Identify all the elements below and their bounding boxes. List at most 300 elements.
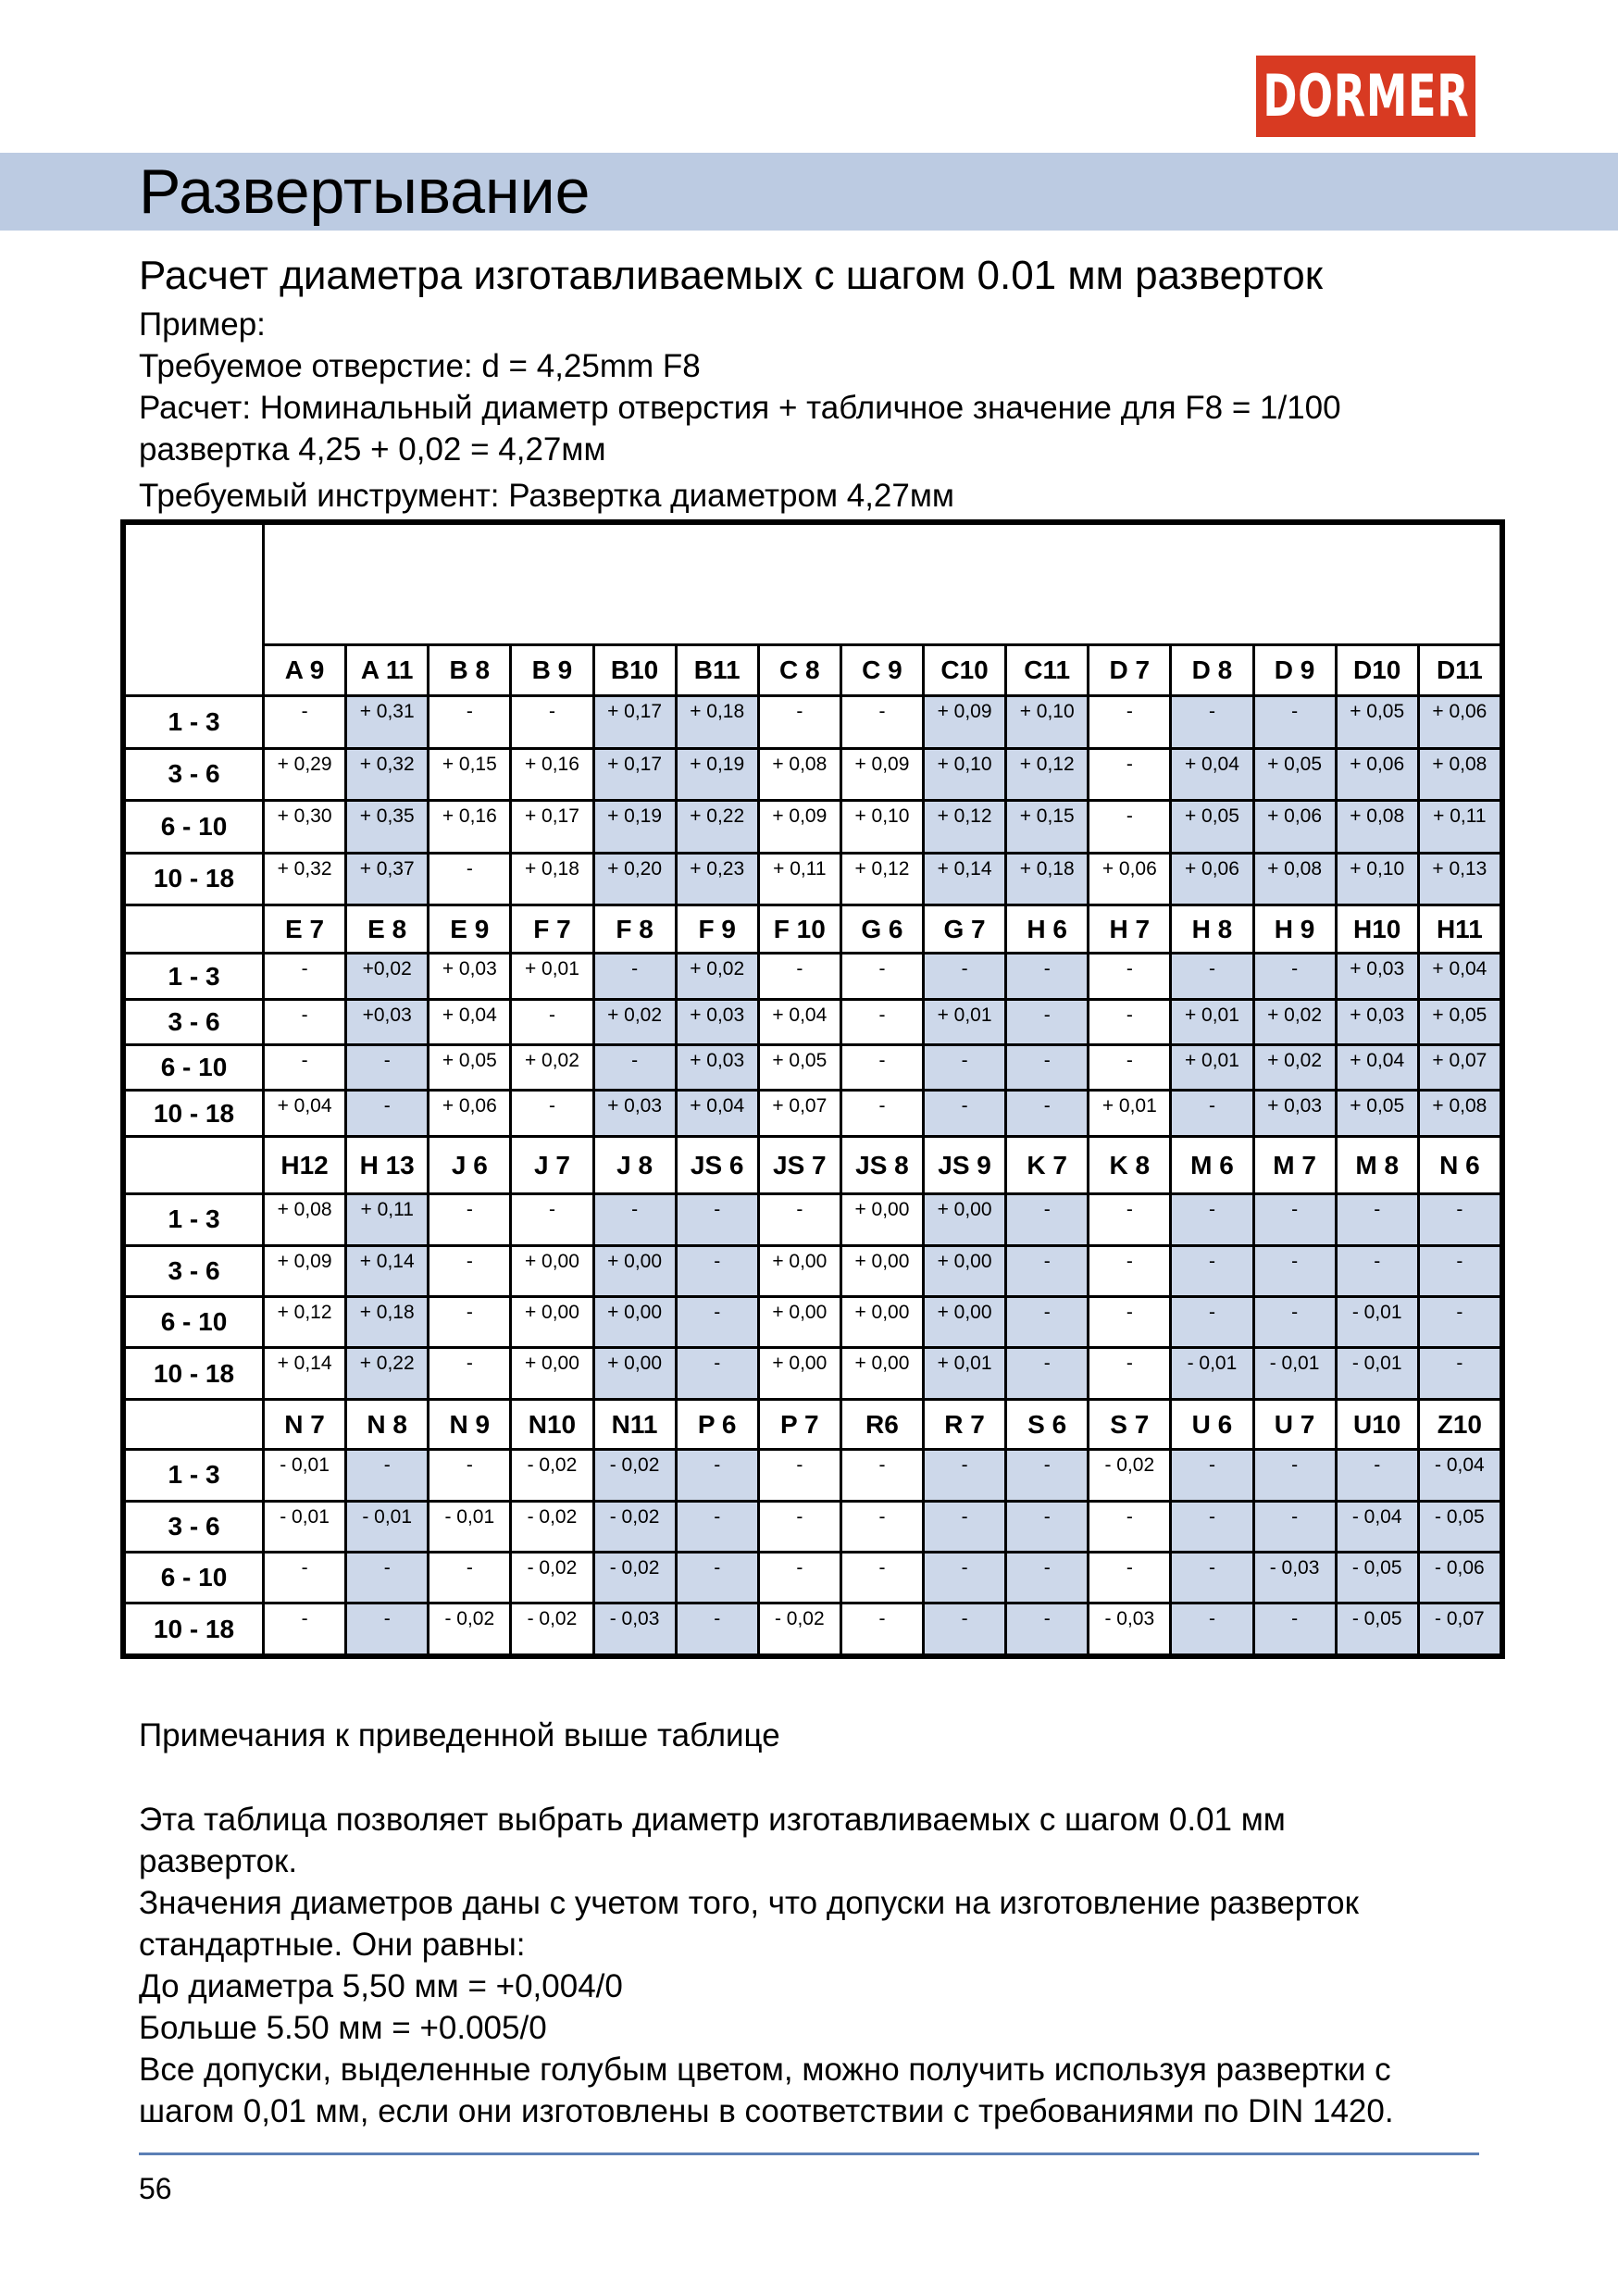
tolerance-value-cell: -: [511, 696, 593, 748]
tolerance-class-header: C10: [924, 644, 1006, 695]
tolerance-value-cell: + 0,32: [264, 853, 346, 905]
tolerance-value-cell: + 0,05: [1336, 696, 1418, 748]
tolerance-value-cell: + 0,13: [1418, 853, 1500, 905]
tolerance-class-header: P 7: [758, 1399, 840, 1449]
tolerance-value-cell: + 0,20: [593, 853, 676, 905]
tolerance-value-cell: + 0,01: [924, 1348, 1006, 1399]
dormer-logo: [1256, 56, 1475, 137]
tolerance-class-header: F 7: [511, 905, 593, 953]
tolerance-value-cell: + 0,12: [924, 801, 1006, 853]
tolerance-value-cell: -: [840, 1603, 923, 1655]
tolerance-value-cell: + 0,08: [758, 748, 840, 800]
tolerance-value-cell: -: [1253, 1450, 1336, 1501]
tolerance-class-header: D10: [1336, 644, 1418, 695]
tolerance-value-cell: + 0,05: [429, 1045, 511, 1091]
tolerance-value-cell: + 0,00: [758, 1348, 840, 1399]
tolerance-value-cell: + 0,00: [840, 1348, 923, 1399]
diameter-range-label: 10 - 18: [125, 1603, 264, 1655]
tolerance-class-header: D 7: [1089, 644, 1171, 695]
tolerance-class-header: C11: [1006, 644, 1089, 695]
tolerance-value-cell: + 0,10: [840, 801, 923, 853]
tolerance-class-header: P 6: [676, 1399, 758, 1449]
tolerance-class-header: N 7: [264, 1399, 346, 1449]
tolerance-value-cell: -: [1171, 1603, 1253, 1655]
tolerance-value-cell: -: [676, 1194, 758, 1245]
table-row: [125, 853, 1501, 905]
tolerance-value-cell: - 0,01: [1336, 1297, 1418, 1348]
tolerance-value-cell: -: [429, 696, 511, 748]
tolerance-class-header: C 8: [758, 644, 840, 695]
tolerance-class-header: C 9: [840, 644, 923, 695]
tolerance-class-header: R 7: [924, 1399, 1006, 1449]
tolerance-class-header: H 13: [346, 1136, 429, 1193]
notes-heading: Примечания к приведенной выше таблице: [139, 1717, 780, 1753]
notes-line: Больше 5.50 мм = +0.005/0: [139, 2010, 547, 2046]
notes-line: стандартные. Они равны:: [139, 1927, 526, 1963]
tolerance-class-header: G 7: [924, 905, 1006, 953]
tolerance-value-cell: + 0,00: [840, 1194, 923, 1245]
tolerance-value-cell: + 0,04: [1171, 748, 1253, 800]
tolerance-value-cell: -: [1089, 801, 1171, 853]
diameter-range-label: 10 - 18: [125, 1091, 264, 1136]
tolerance-value-cell: + 0,07: [758, 1091, 840, 1136]
tolerance-value-cell: + 0,08: [1418, 748, 1500, 800]
tolerance-value-cell: -: [264, 696, 346, 748]
tolerance-class-header: K 8: [1089, 1136, 1171, 1193]
tolerance-value-cell: -: [1089, 1297, 1171, 1348]
tolerance-value-cell: -: [1171, 696, 1253, 748]
tolerance-value-cell: + 0,10: [1336, 853, 1418, 905]
title-bar: [0, 153, 1618, 231]
tolerance-value-cell: + 0,00: [924, 1245, 1006, 1296]
table-row: [125, 1603, 1501, 1655]
tolerance-class-header: B 9: [511, 644, 593, 695]
tolerance-value-cell: - 0,04: [1336, 1501, 1418, 1552]
tolerance-value-cell: -: [511, 999, 593, 1044]
tolerance-value-cell: + 0,03: [429, 954, 511, 999]
tolerance-value-cell: + 0,08: [1418, 1091, 1500, 1136]
tolerance-class-header: H 8: [1171, 905, 1253, 953]
tolerance-value-cell: -: [1089, 1501, 1171, 1552]
table-row: [125, 1450, 1501, 1501]
tolerance-value-cell: - 0,02: [758, 1603, 840, 1655]
tolerance-class-header: U 6: [1171, 1399, 1253, 1449]
tolerance-class-header: B11: [676, 644, 758, 695]
tolerance-value-cell: -: [1006, 1045, 1089, 1091]
notes-line: Все допуски, выделенные голубым цветом, можно получить используя развертки с: [139, 2052, 1391, 2088]
table-blank-cell: [125, 905, 264, 953]
tolerance-value-cell: + 0,17: [511, 801, 593, 853]
tolerance-value-cell: -: [511, 1194, 593, 1245]
tolerance-value-cell: + 0,14: [264, 1348, 346, 1399]
tolerance-value-cell: + 0,18: [676, 696, 758, 748]
tolerance-value-cell: -: [840, 954, 923, 999]
tolerance-value-cell: -: [593, 1045, 676, 1091]
tolerance-value-cell: + 0,17: [593, 748, 676, 800]
tolerance-table: [120, 519, 1505, 1659]
tolerance-value-cell: + 0,11: [346, 1194, 429, 1245]
table-blank-cell: [125, 1136, 264, 1193]
tolerance-value-cell: - 0,03: [1253, 1553, 1336, 1603]
tolerance-value-cell: + 0,37: [346, 853, 429, 905]
tolerance-value-cell: - 0,03: [593, 1603, 676, 1655]
tolerance-value-cell: + 0,02: [676, 954, 758, 999]
tolerance-value-cell: + 0,00: [593, 1245, 676, 1296]
tolerance-value-cell: -: [1171, 954, 1253, 999]
tolerance-value-cell: + 0,23: [676, 853, 758, 905]
tolerance-value-cell: + 0,08: [1336, 801, 1418, 853]
tolerance-value-cell: -: [1089, 696, 1171, 748]
tolerance-value-cell: -: [758, 1450, 840, 1501]
tolerance-value-cell: + 0,18: [1006, 853, 1089, 905]
table-header-row: [125, 1136, 1501, 1193]
diameter-range-label: 6 - 10: [125, 1297, 264, 1348]
tolerance-value-cell: -: [1253, 954, 1336, 999]
tolerance-value-cell: + 0,05: [1336, 1091, 1418, 1136]
tolerance-value-cell: - 0,02: [593, 1450, 676, 1501]
tolerance-value-cell: -: [264, 1603, 346, 1655]
tolerance-class-header: M 6: [1171, 1136, 1253, 1193]
tolerance-value-cell: - 0,02: [511, 1501, 593, 1552]
tolerance-value-cell: -: [676, 1297, 758, 1348]
tolerance-value-cell: -: [1418, 1297, 1500, 1348]
footer-rule: [139, 2152, 1479, 2155]
table-row: [125, 1297, 1501, 1348]
tolerance-value-cell: + 0,14: [346, 1245, 429, 1296]
tolerance-value-cell: + 0,06: [1253, 801, 1336, 853]
tolerance-value-cell: -: [1418, 1348, 1500, 1399]
table-row: [125, 1348, 1501, 1399]
tolerance-value-cell: + 0,22: [346, 1348, 429, 1399]
tolerance-class-header: S 6: [1006, 1399, 1089, 1449]
tolerance-value-cell: + 0,00: [511, 1297, 593, 1348]
tolerance-value-cell: -: [1253, 1603, 1336, 1655]
section-subtitle: Расчет диаметра изготавливаемых с шагом 0.01 мм разверток: [139, 253, 1323, 298]
diameter-range-label: 3 - 6: [125, 1245, 264, 1296]
tolerance-value-cell: -: [429, 1553, 511, 1603]
tolerance-value-cell: + 0,08: [264, 1194, 346, 1245]
tolerance-value-cell: -: [1336, 1450, 1418, 1501]
table-header-row: [125, 1399, 1501, 1449]
table-row: [125, 1245, 1501, 1296]
tolerance-class-header: H10: [1336, 905, 1418, 953]
tolerance-value-cell: + 0,35: [346, 801, 429, 853]
tolerance-value-cell: -: [429, 1348, 511, 1399]
tolerance-value-cell: -: [1089, 954, 1171, 999]
tolerance-class-header: D 8: [1171, 644, 1253, 695]
tolerance-value-cell: + 0,29: [264, 748, 346, 800]
tolerance-value-cell: + 0,15: [1006, 801, 1089, 853]
tolerance-class-header: Z10: [1418, 1399, 1500, 1449]
tolerance-value-cell: - 0,02: [593, 1501, 676, 1552]
tolerance-class-header: N10: [511, 1399, 593, 1449]
tolerance-value-cell: + 0,03: [593, 1091, 676, 1136]
tolerance-value-cell: - 0,01: [264, 1501, 346, 1552]
tolerance-class-header: B 8: [429, 644, 511, 695]
tolerance-value-cell: + 0,01: [1089, 1091, 1171, 1136]
tolerance-class-header: B10: [593, 644, 676, 695]
tolerance-value-cell: + 0,30: [264, 801, 346, 853]
tolerance-value-cell: + 0,03: [1336, 954, 1418, 999]
tolerance-value-cell: -: [429, 1194, 511, 1245]
diameter-range-label: 3 - 6: [125, 999, 264, 1044]
tolerance-value-cell: - 0,02: [429, 1603, 511, 1655]
tolerance-value-cell: - 0,07: [1418, 1603, 1500, 1655]
tolerance-value-cell: -: [1006, 954, 1089, 999]
diameter-range-label: 1 - 3: [125, 1450, 264, 1501]
tolerance-value-cell: -: [1253, 1297, 1336, 1348]
tolerance-value-cell: + 0,08: [1253, 853, 1336, 905]
tolerance-value-cell: -: [346, 1045, 429, 1091]
tolerance-value-cell: -: [1089, 1194, 1171, 1245]
table-row: [125, 999, 1501, 1044]
tolerance-value-cell: -: [924, 1603, 1006, 1655]
tolerance-value-cell: - 0,02: [511, 1450, 593, 1501]
tolerance-value-cell: - 0,02: [1089, 1450, 1171, 1501]
tolerance-value-cell: + 0,00: [758, 1245, 840, 1296]
tolerance-value-cell: -: [758, 954, 840, 999]
tolerance-value-cell: + 0,14: [924, 853, 1006, 905]
tolerance-class-header: A 11: [346, 644, 429, 695]
tolerance-value-cell: -: [1418, 1194, 1500, 1245]
tolerance-value-cell: -: [511, 1091, 593, 1136]
tolerance-value-cell: + 0,12: [264, 1297, 346, 1348]
tolerance-class-header: J 8: [593, 1136, 676, 1193]
tolerance-value-cell: - 0,06: [1418, 1553, 1500, 1603]
notes-line: До диаметра 5,50 мм = +0,004/0: [139, 1968, 623, 2004]
tolerance-class-header: D11: [1418, 644, 1500, 695]
tolerance-class-header: N 9: [429, 1399, 511, 1449]
tolerance-value-cell: -: [758, 1501, 840, 1552]
tolerance-value-cell: -: [924, 1045, 1006, 1091]
tolerance-value-cell: - 0,02: [511, 1553, 593, 1603]
tolerance-value-cell: + 0,04: [264, 1091, 346, 1136]
tolerance-value-cell: -: [924, 1501, 1006, 1552]
tolerance-class-header: A 9: [264, 644, 346, 695]
tolerance-value-cell: -: [840, 696, 923, 748]
diameter-range-label: 1 - 3: [125, 1194, 264, 1245]
tolerance-class-header: F 10: [758, 905, 840, 953]
tolerance-value-cell: -: [1006, 1450, 1089, 1501]
tolerance-value-cell: + 0,15: [429, 748, 511, 800]
tolerance-value-cell: + 0,04: [1336, 1045, 1418, 1091]
notes-section: [139, 1715, 1527, 2132]
table-row: [125, 696, 1501, 748]
diameter-range-label: 6 - 10: [125, 801, 264, 853]
tolerance-value-cell: - 0,01: [1336, 1348, 1418, 1399]
tolerance-value-cell: + 0,17: [593, 696, 676, 748]
tolerance-value-cell: + 0,06: [429, 1091, 511, 1136]
table-header-row: [125, 644, 1501, 695]
tolerance-value-cell: + 0,02: [1253, 999, 1336, 1044]
tolerance-value-cell: -: [1171, 1245, 1253, 1296]
tolerance-value-cell: + 0,00: [840, 1245, 923, 1296]
tolerance-value-cell: -: [840, 1450, 923, 1501]
tolerance-value-cell: + 0,00: [593, 1297, 676, 1348]
tolerance-class-header: F 9: [676, 905, 758, 953]
tolerance-value-cell: -: [1089, 1348, 1171, 1399]
tolerance-class-header: N11: [593, 1399, 676, 1449]
tolerance-class-header: H12: [264, 1136, 346, 1193]
tolerance-value-cell: + 0,05: [758, 1045, 840, 1091]
tolerance-value-cell: -: [676, 1501, 758, 1552]
table-row: [125, 1045, 1501, 1091]
tolerance-class-header: D 9: [1253, 644, 1336, 695]
tolerance-value-cell: - 0,03: [1089, 1603, 1171, 1655]
tolerance-class-header: H 9: [1253, 905, 1336, 953]
tolerance-value-cell: + 0,01: [1171, 1045, 1253, 1091]
tolerance-value-cell: -: [758, 1194, 840, 1245]
tolerance-value-cell: - 0,01: [346, 1501, 429, 1552]
tolerance-class-header: K 7: [1006, 1136, 1089, 1193]
tolerance-value-cell: -: [1253, 1501, 1336, 1552]
tolerance-value-cell: -: [1089, 999, 1171, 1044]
tolerance-value-cell: -: [1253, 1194, 1336, 1245]
table-header-row: [125, 905, 1501, 953]
notes-line: Значения диаметров даны с учетом того, что допуски на изготовление разверток: [139, 1885, 1359, 1921]
tolerance-value-cell: -: [429, 1245, 511, 1296]
table-row: [125, 1091, 1501, 1136]
tolerance-value-cell: -: [346, 1553, 429, 1603]
tolerance-value-cell: -: [676, 1450, 758, 1501]
tolerance-value-cell: - 0,01: [429, 1501, 511, 1552]
tolerance-value-cell: -: [1253, 1245, 1336, 1296]
tolerance-value-cell: -: [1171, 1091, 1253, 1136]
tolerance-class-header: E 9: [429, 905, 511, 953]
tolerance-class-header: R6: [840, 1399, 923, 1449]
tolerance-value-cell: - 0,05: [1336, 1553, 1418, 1603]
tolerance-value-cell: + 0,00: [840, 1297, 923, 1348]
tolerance-value-cell: + 0,06: [1418, 696, 1500, 748]
tolerance-value-cell: + 0,01: [924, 999, 1006, 1044]
tolerance-value-cell: + 0,00: [511, 1348, 593, 1399]
intro-line: Требуемое отверстие: d = 4,25mm F8: [139, 348, 701, 384]
tolerance-value-cell: - 0,05: [1336, 1603, 1418, 1655]
table-corner-cell: [125, 524, 264, 696]
tolerance-value-cell: + 0,05: [1253, 748, 1336, 800]
intro-section: [139, 250, 1527, 517]
tolerance-class-header: S 7: [1089, 1399, 1171, 1449]
tolerance-value-cell: - 0,02: [593, 1553, 676, 1603]
tolerance-value-cell: + 0,16: [511, 748, 593, 800]
tolerance-value-cell: -: [264, 1553, 346, 1603]
tolerance-value-cell: -: [1089, 1245, 1171, 1296]
tolerance-class-header: J 6: [429, 1136, 511, 1193]
tolerance-class-header: H11: [1418, 905, 1500, 953]
tolerance-value-cell: -: [1418, 1245, 1500, 1296]
tolerance-value-cell: + 0,04: [676, 1091, 758, 1136]
tolerance-value-cell: -: [1336, 1245, 1418, 1296]
tolerance-value-cell: + 0,06: [1089, 853, 1171, 905]
tolerance-class-header: M 8: [1336, 1136, 1418, 1193]
tolerance-value-cell: -: [1171, 1297, 1253, 1348]
tolerance-value-cell: -: [593, 1194, 676, 1245]
tolerance-value-cell: + 0,02: [1253, 1045, 1336, 1091]
tolerance-value-cell: + 0,00: [924, 1297, 1006, 1348]
tolerance-value-cell: -: [1089, 748, 1171, 800]
tolerance-class-header: M 7: [1253, 1136, 1336, 1193]
tolerance-value-cell: -: [264, 999, 346, 1044]
tolerance-value-cell: + 0,03: [1253, 1091, 1336, 1136]
tolerance-value-cell: -: [593, 954, 676, 999]
tolerance-value-cell: + 0,06: [1171, 853, 1253, 905]
tolerance-value-cell: -: [924, 1450, 1006, 1501]
tolerance-value-cell: -: [840, 1501, 923, 1552]
tolerance-value-cell: + 0,18: [511, 853, 593, 905]
tolerance-class-header: G 6: [840, 905, 923, 953]
diameter-range-label: 3 - 6: [125, 748, 264, 800]
table-blank-cell: [125, 1399, 264, 1449]
tolerance-class-header: J 7: [511, 1136, 593, 1193]
intro-line: Расчет: Номинальный диаметр отверстия + табличное значение для F8 = 1/100: [139, 390, 1341, 426]
tolerance-value-cell: + 0,02: [593, 999, 676, 1044]
tolerance-value-cell: + 0,03: [676, 1045, 758, 1091]
tolerance-value-cell: + 0,11: [1418, 801, 1500, 853]
tolerance-class-header: N 6: [1418, 1136, 1500, 1193]
tolerance-value-cell: - 0,01: [1253, 1348, 1336, 1399]
tolerance-value-cell: -: [346, 1091, 429, 1136]
tolerance-value-cell: + 0,09: [840, 748, 923, 800]
tolerance-value-cell: -: [758, 696, 840, 748]
tolerance-value-cell: - 0,01: [1171, 1348, 1253, 1399]
tolerance-value-cell: + 0,01: [511, 954, 593, 999]
tolerance-value-cell: - 0,04: [1418, 1450, 1500, 1501]
tolerance-value-cell: -: [1171, 1553, 1253, 1603]
tolerance-value-cell: -: [676, 1603, 758, 1655]
tolerance-value-cell: + 0,10: [924, 748, 1006, 800]
tolerance-value-cell: + 0,04: [1418, 954, 1500, 999]
tolerance-value-cell: + 0,12: [840, 853, 923, 905]
table-row: [125, 748, 1501, 800]
tolerance-value-cell: -: [1171, 1194, 1253, 1245]
intro-line: Требуемый инструмент: Развертка диаметром 4,27мм: [139, 478, 954, 514]
tolerance-value-cell: -: [1006, 1501, 1089, 1552]
tolerance-value-cell: + 0,31: [346, 696, 429, 748]
tolerance-class-header: H 6: [1006, 905, 1089, 953]
tolerance-value-cell: + 0,06: [1336, 748, 1418, 800]
tolerance-class-header: H 7: [1089, 905, 1171, 953]
tolerance-value-cell: -: [758, 1553, 840, 1603]
tolerance-class-header: E 7: [264, 905, 346, 953]
tolerance-value-cell: - 0,05: [1418, 1501, 1500, 1552]
tolerance-value-cell: + 0,09: [264, 1245, 346, 1296]
tolerance-value-cell: + 0,04: [758, 999, 840, 1044]
tolerance-class-header: F 8: [593, 905, 676, 953]
tolerance-value-cell: -: [840, 1045, 923, 1091]
diameter-range-label: 6 - 10: [125, 1553, 264, 1603]
tolerance-value-cell: -: [676, 1245, 758, 1296]
tolerance-value-cell: +0,02: [346, 954, 429, 999]
tolerance-value-cell: + 0,16: [429, 801, 511, 853]
tolerance-value-cell: + 0,18: [346, 1297, 429, 1348]
tolerance-value-cell: - 0,01: [264, 1450, 346, 1501]
tolerance-value-cell: -: [346, 1603, 429, 1655]
tolerance-value-cell: + 0,00: [924, 1194, 1006, 1245]
tolerance-value-cell: -: [1006, 1297, 1089, 1348]
tolerance-value-cell: -: [1006, 1194, 1089, 1245]
tolerance-class-header: E 8: [346, 905, 429, 953]
tolerance-value-cell: -: [840, 1553, 923, 1603]
tolerance-value-cell: + 0,03: [676, 999, 758, 1044]
tolerance-class-header: U10: [1336, 1399, 1418, 1449]
table-header-area: [264, 524, 1501, 645]
tolerance-value-cell: -: [429, 853, 511, 905]
tolerance-value-cell: + 0,05: [1418, 999, 1500, 1044]
notes-line: разверток.: [139, 1843, 298, 1879]
tolerance-table-grid: [123, 522, 1502, 1656]
tolerance-value-cell: -: [1006, 1091, 1089, 1136]
tolerance-value-cell: + 0,00: [758, 1297, 840, 1348]
